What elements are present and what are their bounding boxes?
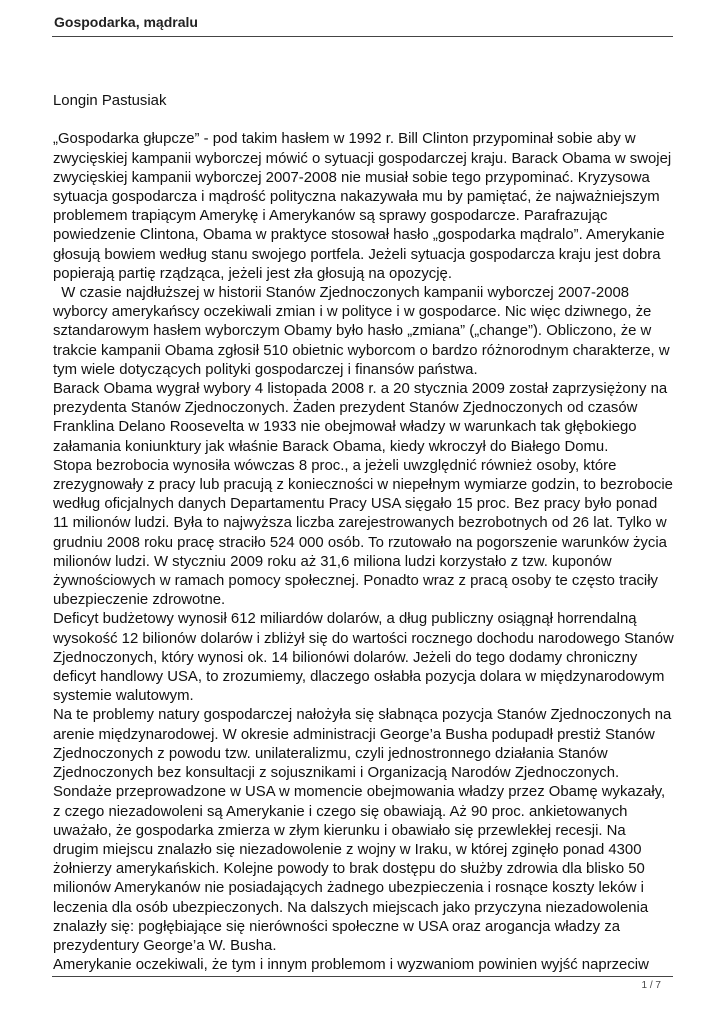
paragraph: Barack Obama wygrał wybory 4 listopada 2008 r. a 20 stycznia 2009 został zaprzysiężony na prezydenta Stanów Zjednoczonych. Żaden prezydent Stanów Zjednoczonych od czasów Franklina Delano Roosevelta w 1933 nie obejmował władzy w warunkach tak głębokiego załamania koniunktury jak właśnie Barack Obama, kiedy wkroczył do Białego Domu. xyxy=(53,381,668,455)
paragraph: Na te problemy natury gospodarczej nałożyła się słabnąca pozycja Stanów Zjednoczonych na arenie międzynarodowej. W okresie administracji George’a Busha podupadł prestiż Stanów Zjednoczonych z powodu tzw. unilateralizmu, czyli jednostronnego działania Stanów Zjednoczonych bez konsultacji z sojusznikami i Organizacją Narodów Zjednoczonych. xyxy=(53,707,672,782)
article-body xyxy=(53,92,675,975)
paragraph: Stopa bezrobocia wynosiła wówczas 8 proc., a jeżeli uwzględnić również osoby, które zrezygnowały z pracy lub pracują z konieczności w niepełnym wymiarze godzin, to bezrobocie według oficjalnych danych Departamentu Pracy USA sięgało 15 proc. Bez pracy było ponad 11 milionów ludzi. Była to najwyższa liczba zarejestrowanych bezrobotnych od 26 lat. Tylko w grudniu 2008 roku pracę straciło 524 000 osób. To rzutowało na pogorszenie warunków życia milionów ludzi. W styczniu 2009 roku aż 31,6 miliona ludzi korzystało z tzw. kuponów żywnościowych w ramach pomocy społecznej. Ponadto wraz z pracą osoby te często traciły ubezpieczenie zdrowotne. xyxy=(53,457,673,609)
paragraph: „Gospodarka głupcze” - pod takim hasłem w 1992 r. Bill Clinton przypominał sobie aby w zwycięskiej kampanii wyborczej mówić o sytuacji gospodarczej kraju. Barack Obama w swojej zwycięskiej kampanii wyborczej 2007-2008 nie musiał sobie tego przypominać. Kryzysowa sytuacja gospodarcza i mądrość polityczna nakazywała mu by pamiętać, że najważniejszym problemem trapiącym Amerykę i Amerykanów są sprawy gospodarcze. Parafrazując powiedzenie Clintona, Obama w praktyce stosował hasło „gospodarka mądralo”. Amerykanie głosują bowiem według stanu swojego portfela. Jeżeli sytuacja gospodarcza kraju jest dobra popierają partię rządząca, jeżeli jest zła głosują na opozycję. xyxy=(53,131,672,282)
footer-divider xyxy=(52,976,673,977)
header-divider xyxy=(52,36,673,37)
page-number: 1 / 7 xyxy=(641,980,661,991)
paragraph: Deficyt budżetowy wynosił 612 miliardów dolarów, a dług publiczny osiągnął horrendalną wysokość 12 bilionów dolarów i zbliżył się do wartości rocznego dochodu narodowego Stanów Zjednoczonych, który wynosi ok. 14 bilionówi dolarów. Jeżeli do tego dodamy chroniczny deficyt handlowy USA, to zrozumiemy, dlaczego osłabła pozycja dolara w międzynarodowym systemie walutowym. xyxy=(53,611,674,705)
paragraph: W czasie najdłuższej w historii Stanów Zjednoczonych kampanii wyborczej 2007-2008 wyborcy amerykańscy oczekiwali zmian i w polityce i w gospodarce. Nic więc dziwnego, że sztandarowym hasłem wyborczym Obamy było hasło „zmiana” („change”). Obliczono, że w trakcie kampanii Obama zgłosił 510 obietnic wyborcom o bardzo różnorodnym charakterze, w tym wiele dotyczących polityki gospodarczej i finansów państwa. xyxy=(53,285,674,378)
author-name: Longin Pastusiak xyxy=(53,93,167,109)
paragraph: Amerykanie oczekiwali, że tym i innym problemom i wyzwaniom powinien wyjść naprzeciw xyxy=(53,957,649,974)
paragraph: Sondaże przeprowadzone w USA w momencie obejmowania władzy przez Obamę wykazały, z czego niezadowoleni są Amerykanie i czego się obawiają. Aż 90 proc. ankietowanych uważało, że gospodarka zmierza w złym kierunku i obawiało się przewlekłej recesji. Na drugim miejscu znalazło się niezadowolenie z wojny w Iraku, w której zginęło ponad 4300 żołnierzy amerykańskich. Kolejne powody to brak dostępu do służby zdrowia dla blisko 50 milionów Amerykanów nie posiadających żadnego ubezpieczenia i rosnące koszty leków i leczenia dla osób ubezpieczonych. Na dalszych miejscach jako przyczyna niezadowolenia znalazły się: pogłębiające się nierówności społeczne w USA oraz arogancja władzy za prezydentury George’a W. Busha. xyxy=(53,784,666,954)
document-header-title: Gospodarka, mądralu xyxy=(54,14,198,30)
